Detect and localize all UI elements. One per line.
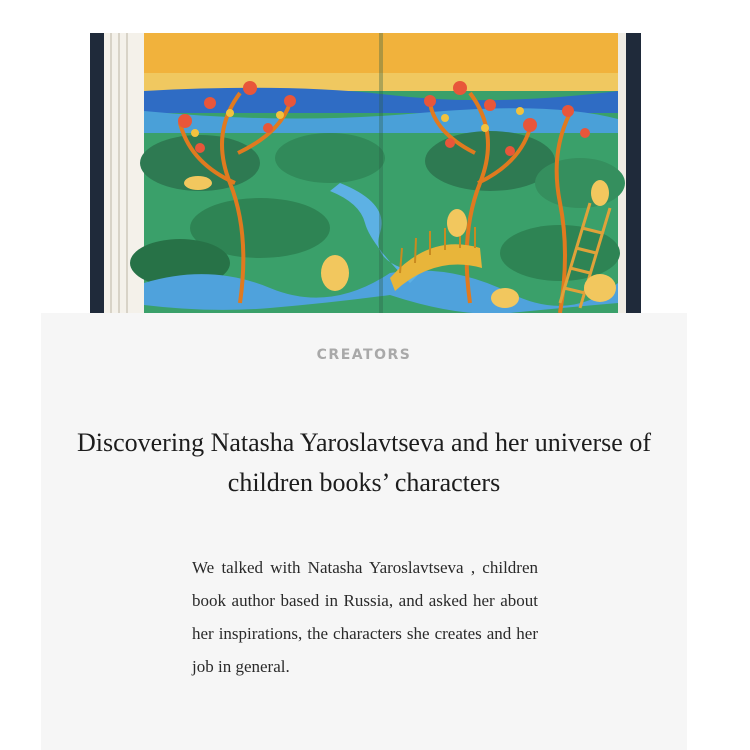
category-label[interactable]: CREATORS: [316, 347, 412, 363]
hero-image[interactable]: [90, 33, 641, 323]
article-summary: We talked with Natasha Yaroslavtseva , children book author based in Russia, and asked her about her inspirations, the characters she creates and her job in general.: [192, 558, 538, 676]
article-title[interactable]: Discovering Natasha Yaroslavtseva and her universe of children books’ characters: [76, 428, 651, 497]
book-illustration: [90, 33, 641, 323]
article-card[interactable]: [41, 313, 687, 750]
